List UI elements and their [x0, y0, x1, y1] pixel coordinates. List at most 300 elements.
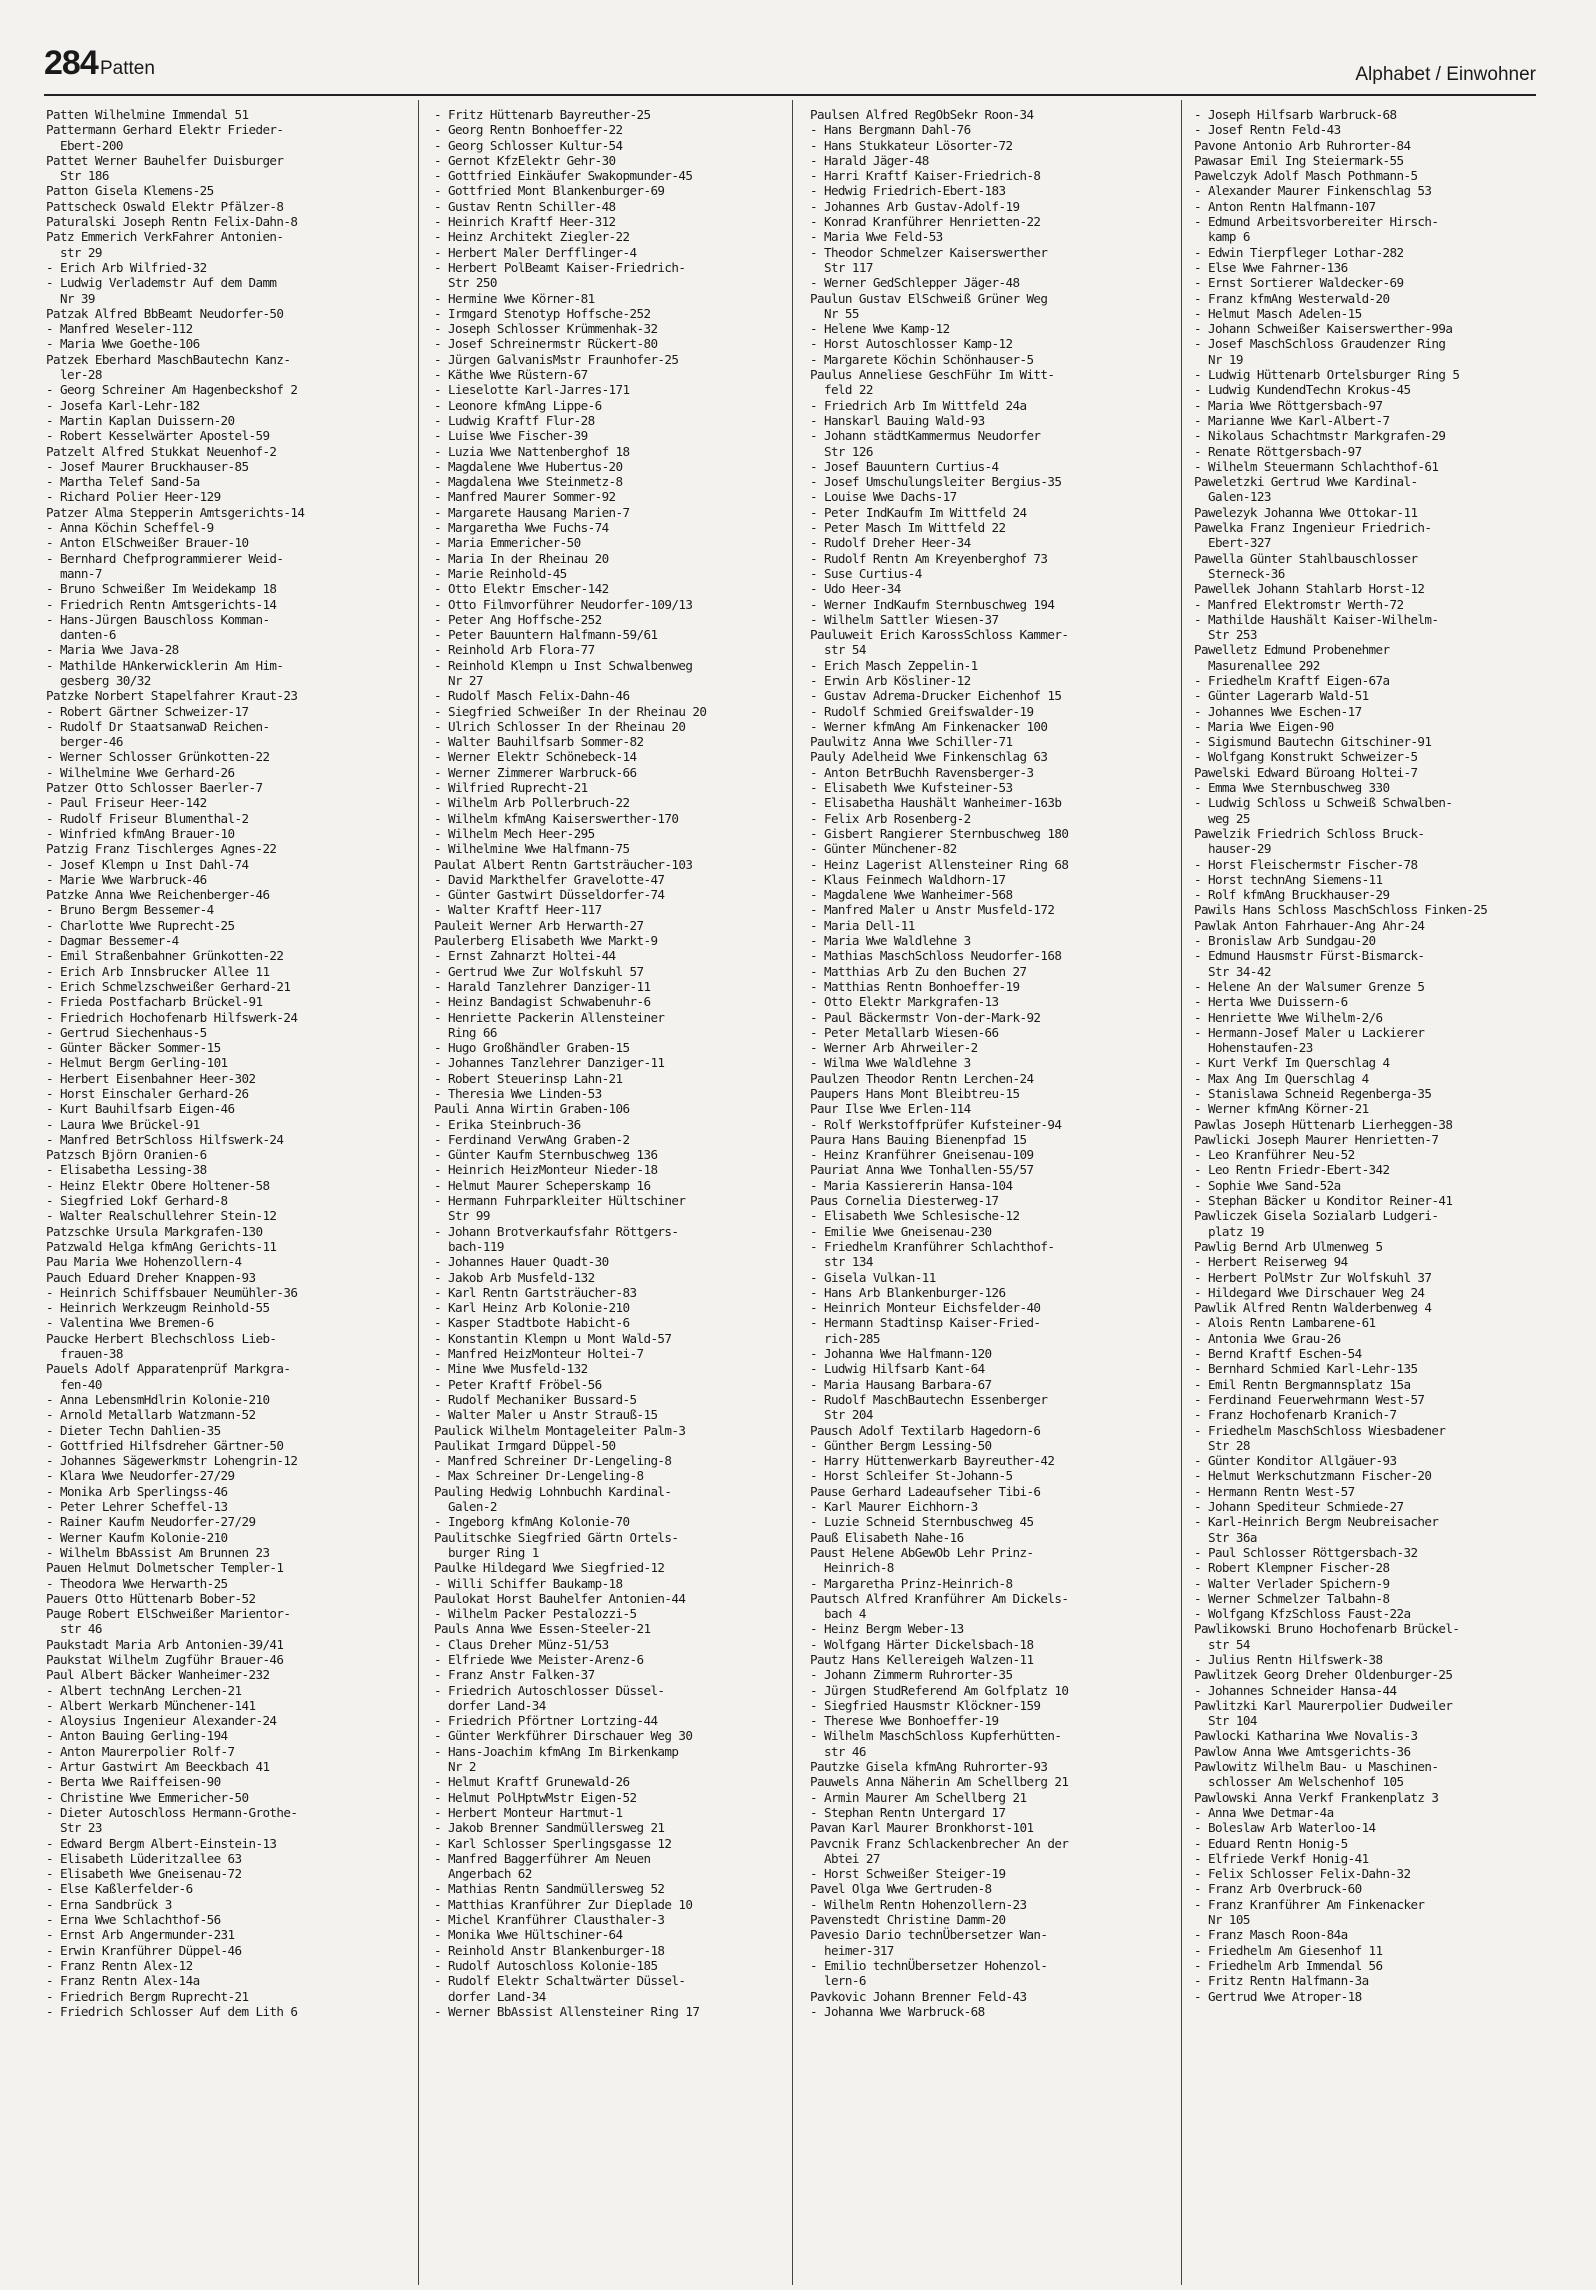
directory-entry-line: Paura Hans Bauing Bienenpfad 15 — [810, 1131, 1027, 1147]
directory-entry-line: dorfer Land-34 — [434, 1988, 546, 2004]
directory-entry-line: - Peter Masch Im Wittfeld 22 — [810, 520, 1006, 536]
directory-entry-line: - Werner kfmAng Am Finkenacker 100 — [810, 718, 1048, 734]
directory-entry-line: - Albert technAng Lerchen-21 — [46, 1682, 242, 1698]
directory-entry-line: - Wilhelm Mech Heer-295 — [434, 825, 595, 841]
directory-entry-line: Paulun Gustav ElSchweiß Grüner Weg — [810, 290, 1048, 306]
directory-entry-line: Nr 105 — [1194, 1912, 1250, 1928]
directory-entry-line: Paulat Albert Rentn Gartsträucher-103 — [434, 856, 693, 872]
directory-entry-line: - Jakob Arb Musfeld-132 — [434, 1269, 595, 1285]
directory-entry-line: - Erwin Kranführer Düppel-46 — [46, 1942, 242, 1958]
directory-entry-line: Pawliczek Gisela Sozialarb Ludgeri- — [1194, 1208, 1439, 1224]
directory-entry-line: - Manfred Schreiner Dr-Lengeling-8 — [434, 1453, 672, 1469]
directory-entry-line: - Emil Rentn Bergmannsplatz 15a — [1194, 1376, 1411, 1392]
directory-entry-line: Pautsch Alfred Kranführer Am Dickels- — [810, 1590, 1069, 1606]
surname-range-label: Patten — [100, 58, 155, 79]
directory-entry-line: - Dieter Techn Dahlien-35 — [46, 1422, 221, 1438]
directory-entry-line: - Gustav Rentn Schiller-48 — [434, 198, 616, 214]
directory-entry-line: - Mathilde Haushält Kaiser-Wilhelm- — [1194, 611, 1439, 627]
directory-entry-line: Paust Helene AbGewOb Lehr Prinz- — [810, 1544, 1034, 1560]
directory-entry-line: Pawlocki Katharina Wwe Novalis-3 — [1194, 1728, 1418, 1744]
column-1 — [46, 107, 396, 2277]
directory-entry-line: - Siegfried Hausmstr Klöckner-159 — [810, 1697, 1041, 1713]
directory-entry-line: - Maria Hausang Barbara-67 — [810, 1376, 992, 1392]
directory-entry-line: - Günter Kaufm Sternbuschweg 136 — [434, 1147, 658, 1163]
directory-entry-line: Pauls Anna Wwe Essen-Steeler-21 — [434, 1621, 651, 1637]
directory-entry-line: - Matthias Arb Zu den Buchen 27 — [810, 963, 1027, 979]
directory-entry-line: - Renate Röttgersbach-97 — [1194, 443, 1362, 459]
directory-entry-line: berger-46 — [46, 734, 123, 750]
directory-entry-line: Pavan Karl Maurer Bronkhorst-101 — [810, 1820, 1034, 1836]
directory-entry-line: Pawlicki Joseph Maurer Henrietten-7 — [1194, 1131, 1439, 1147]
directory-entry-line: - Karl Maurer Eichhorn-3 — [810, 1499, 978, 1515]
directory-entry-line: - Friedrich Bergm Ruprecht-21 — [46, 1988, 249, 2004]
directory-entry-line: Patzwald Helga kfmAng Gerichts-11 — [46, 1238, 277, 1254]
directory-entry-line: - Reinhold Anstr Blankenburger-18 — [434, 1942, 665, 1958]
directory-entry-line: Pawlowski Anna Verkf Frankenplatz 3 — [1194, 1789, 1439, 1805]
directory-entry-line: - Bernd Kraftf Eschen-54 — [1194, 1346, 1362, 1362]
directory-entry-line: - Irmgard Stenotyp Hoffsche-252 — [434, 305, 651, 321]
directory-entry-line: - Gisbert Rangierer Sternbuschweg 180 — [810, 825, 1069, 841]
directory-entry-line: - Wilhelm Rentn Hohenzollern-23 — [810, 1896, 1027, 1912]
directory-entry-line: - Heinz Lagerist Allensteiner Ring 68 — [810, 856, 1069, 872]
directory-entry-line: Nr 27 — [434, 672, 483, 688]
directory-entry-line: - Fritz Rentn Halfmann-3a — [1194, 1973, 1369, 1989]
directory-entry-line: - Karl Heinz Arb Kolonie-210 — [434, 1300, 630, 1316]
directory-entry-line: - Rudolf Mechaniker Bussard-5 — [434, 1391, 637, 1407]
directory-entry-line: - Margarete Köchin Schönhauser-5 — [810, 351, 1034, 367]
directory-entry-line: Paus Cornelia Diesterweg-17 — [810, 1193, 999, 1209]
directory-entry-line: - Mathias Rentn Sandmüllersweg 52 — [434, 1881, 665, 1897]
directory-entry-line: Pawlik Alfred Rentn Walderbenweg 4 — [1194, 1300, 1432, 1316]
directory-entry-line: - Heinz Architekt Ziegler-22 — [434, 229, 630, 245]
directory-entry-line: - Rudolf Dreher Heer-34 — [810, 535, 971, 551]
directory-entry-line: - Theodor Schmelzer Kaiserswerther — [810, 244, 1048, 260]
directory-entry-line: Pautz Hans Kellereigeh Walzen-11 — [810, 1651, 1034, 1667]
directory-entry-line: - Erich Schmelzschweißer Gerhard-21 — [46, 978, 291, 994]
directory-entry-line: - Peter Ang Hoffsche-252 — [434, 611, 602, 627]
directory-entry-line: - Gertrud Wwe Atroper-18 — [1194, 1988, 1362, 2004]
directory-entry-line: - Maria Dell-11 — [810, 917, 915, 933]
directory-entry-line: - Klaus Feinmech Waldhorn-17 — [810, 871, 1006, 887]
directory-entry-line: - Helmut Masch Adelen-15 — [1194, 305, 1362, 321]
directory-entry-line: - Gustav Adrema-Drucker Eichenhof 15 — [810, 688, 1062, 704]
directory-entry-line: - Robert Kesselwärter Apostel-59 — [46, 428, 270, 444]
directory-entry-line: - Helene An der Walsumer Grenze 5 — [1194, 978, 1425, 994]
directory-entry-line: - Erna Wwe Schlachthof-56 — [46, 1912, 221, 1928]
directory-entry-line: Pavkovic Johann Brenner Feld-43 — [810, 1988, 1027, 2004]
directory-entry-line: ler-28 — [46, 367, 102, 383]
directory-entry-line: - Eduard Rentn Honig-5 — [1194, 1835, 1348, 1851]
directory-entry-line: Paulikat Irmgard Düppel-50 — [434, 1437, 616, 1453]
directory-entry-line: - Reinhold Arb Flora-77 — [434, 642, 595, 658]
directory-entry-line: - Johannes Hauer Quadt-30 — [434, 1254, 609, 1270]
directory-entry-line: - Friedrich Autoschlosser Düssel- — [434, 1682, 665, 1698]
directory-entry-line: - Johann Zimmerm Ruhrorter-35 — [810, 1667, 1013, 1683]
directory-entry-line: - Walter Maler u Anstr Strauß-15 — [434, 1407, 658, 1423]
directory-entry-line: - Ludwig Kraftf Flur-28 — [434, 412, 595, 428]
directory-entry-line: Pawellek Johann Stahlarb Horst-12 — [1194, 581, 1425, 597]
directory-entry-line: - Edwin Tierpfleger Lothar-282 — [1194, 244, 1404, 260]
directory-entry-line: Paupers Hans Mont Bleibtreu-15 — [810, 1086, 1020, 1101]
directory-entry-line: Pattscheck Oswald Elektr Pfälzer-8 — [46, 198, 284, 214]
directory-entry-line: - Ludwig Hilfsarb Kant-64 — [810, 1361, 985, 1377]
directory-entry-line: Paulke Hildegard Wwe Siegfried-12 — [434, 1560, 665, 1576]
directory-entry-line: - Werner Zimmerer Warbruck-66 — [434, 764, 637, 780]
directory-entry-line: Pause Gerhard Ladeaufseher Tibi-6 — [810, 1483, 1041, 1499]
directory-entry-line: - Ingeborg kfmAng Kolonie-70 — [434, 1514, 630, 1530]
directory-entry-line: - Otto Filmvorführer Neudorfer-109/13 — [434, 596, 693, 612]
directory-entry-line: - Maria Kassiererin Hansa-104 — [810, 1177, 1013, 1193]
directory-entry-line: - Wilma Wwe Waldlehne 3 — [810, 1055, 971, 1071]
directory-entry-line: - Helmut Kraftf Grunewald-26 — [434, 1774, 630, 1790]
directory-entry-line: - Joseph Schlosser Krümmenhak-32 — [434, 321, 658, 337]
directory-entry-line: - Johanna Wwe Warbruck-68 — [810, 2003, 985, 2019]
directory-entry-line: - Siegfried Schweißer In der Rheinau 20 — [434, 703, 707, 719]
directory-entry-line: Paulus Anneliese GeschFühr Im Witt- — [810, 367, 1055, 383]
directory-entry-line: Pawlitzki Karl Maurerpolier Dudweiler — [1194, 1697, 1453, 1713]
directory-entry-line: - Harry Hüttenwerkarb Bayreuther-42 — [810, 1453, 1055, 1469]
directory-entry-line: Pattet Werner Bauhelfer Duisburger — [46, 152, 284, 168]
column-4 — [1194, 107, 1544, 2277]
directory-entry-line: Pawelka Franz Ingenieur Friedrich- — [1194, 520, 1432, 536]
directory-entry-line: - Werner Elektr Schönebeck-14 — [434, 749, 637, 765]
directory-entry-line: - Wilhelm MaschSchloss Kupferhütten- — [810, 1728, 1062, 1744]
directory-entry-line: - Friedrich Hochofenarb Hilfswerk-24 — [46, 1009, 298, 1025]
directory-entry-line: - Wilhelmine Wwe Gerhard-26 — [46, 764, 235, 780]
directory-entry-line: Paul Albert Bäcker Wanheimer-232 — [46, 1667, 270, 1683]
directory-entry-line: - Hermann-Josef Maler u Lackierer — [1194, 1024, 1425, 1040]
directory-entry-line: - Manfred Baggerführer Am Neuen — [434, 1850, 651, 1866]
directory-entry-line: - Johannes Arb Gustav-Adolf-19 — [810, 198, 1020, 214]
section-title: Alphabet / Einwohner — [1355, 64, 1536, 85]
directory-entry-line: - Manfred Maurer Sommer-92 — [434, 489, 616, 505]
directory-entry-line: - Franz Kranführer Am Finkenacker — [1194, 1896, 1425, 1912]
directory-entry-line: - Heinz Elektr Obere Holtener-58 — [46, 1177, 270, 1193]
directory-entry-line: - Rudolf Dr StaatsanwaD Reichen- — [46, 718, 270, 734]
directory-entry-line: - Walter Kraftf Heer-117 — [434, 902, 602, 918]
directory-entry-line: - Bernhard Schmied Karl-Lehr-135 — [1194, 1361, 1418, 1377]
directory-entry-line: - Leo Rentn Friedr-Ebert-342 — [1194, 1162, 1390, 1178]
directory-entry-line: - Rudolf MaschBautechn Essenberger — [810, 1391, 1048, 1407]
directory-entry-line: - Max Schreiner Dr-Lengeling-8 — [434, 1468, 644, 1484]
directory-entry-line: Paulerberg Elisabeth Wwe Markt-9 — [434, 933, 658, 949]
directory-entry-line: - Heinz Kranführer Gneisenau-109 — [810, 1147, 1034, 1163]
directory-entry-line: - Monika Wwe Hültschiner-64 — [434, 1927, 623, 1943]
directory-entry-line: Paulitschke Siegfried Gärtn Ortels- — [434, 1529, 679, 1545]
directory-entry-line: Pauli Anna Wirtin Graben-106 — [434, 1101, 630, 1117]
directory-entry-line: lern-6 — [810, 1973, 866, 1989]
directory-entry-line: Pawlow Anna Wwe Amtsgerichts-36 — [1194, 1743, 1411, 1759]
directory-entry-line: - Edmund Arbeitsvorbereiter Hirsch- — [1194, 214, 1439, 230]
directory-entry-line: - Hans Arb Blankenburger-126 — [810, 1284, 1006, 1300]
directory-entry-line: Pawlowitz Wilhelm Bau- u Maschinen- — [1194, 1759, 1439, 1775]
directory-entry-line: str 54 — [1194, 1636, 1250, 1652]
directory-entry-line: - Henriette Packerin Allensteiner — [434, 1009, 665, 1025]
directory-entry-line: - Maria Wwe Java-28 — [46, 642, 179, 658]
directory-entry-line: - Richard Polier Heer-129 — [46, 489, 221, 505]
directory-entry-line: - Josef Bauuntern Curtius-4 — [810, 458, 999, 474]
directory-entry-line: - Horst Schweißer Steiger-19 — [810, 1866, 1006, 1882]
directory-entry-line: - Hans Bergmann Dahl-76 — [810, 122, 971, 138]
directory-entry-line: - Wilhelm Sattler Wiesen-37 — [810, 611, 999, 627]
directory-entry-line: Pauers Otto Hüttenarb Bober-52 — [46, 1590, 256, 1606]
directory-entry-line: - Herbert Maler Derfflinger-4 — [434, 244, 637, 260]
directory-entry-line: - Friedrich Arb Im Wittfeld 24a — [810, 397, 1027, 413]
directory-entry-line: - Jakob Brenner Sandmüllersweg 21 — [434, 1820, 665, 1836]
directory-entry-line: - Anton Rentn Halfmann-107 — [1194, 198, 1376, 214]
directory-entry-line: - Rudolf Friseur Blumenthal-2 — [46, 810, 249, 826]
directory-entry-line: - Bruno Schweißer Im Weidekamp 18 — [46, 581, 277, 597]
directory-entry-line: - Harald Jäger-48 — [810, 152, 929, 168]
directory-entry-line: Pawlitzek Georg Dreher Oldenburger-25 — [1194, 1667, 1453, 1683]
directory-entry-line: Patten Wilhelmine Immendal 51 — [46, 107, 249, 122]
directory-entry-line: - Georg Schreiner Am Hagenbeckshof 2 — [46, 382, 298, 398]
directory-entry-line: Str 99 — [434, 1208, 490, 1224]
directory-entry-line: - Maria Emmericher-50 — [434, 535, 581, 551]
directory-entry-line: Ebert-200 — [46, 137, 123, 153]
directory-entry-line: - Helmut PolHptwMstr Eigen-52 — [434, 1789, 637, 1805]
directory-entry-line: - Margaretha Wwe Fuchs-74 — [434, 520, 609, 536]
directory-entry-line: - Günter Konditor Allgäuer-93 — [1194, 1453, 1397, 1469]
directory-entry-line: - Wilhelm Steuermann Schlachthof-61 — [1194, 458, 1439, 474]
directory-entry-line: - Johannes Schneider Hansa-44 — [1194, 1682, 1397, 1698]
directory-entry-line: - Gottfried Mont Blankenburger-69 — [434, 183, 665, 199]
directory-entry-line: - Reinhold Klempn u Inst Schwalbenweg — [434, 657, 693, 673]
directory-entry-line: - Heinrich Werkzeugm Reinhold-55 — [46, 1300, 270, 1316]
directory-entry-line: Patzer Otto Schlosser Baerler-7 — [46, 780, 263, 796]
directory-entry-line: Pawils Hans Schloss MaschSchloss Finken-25 — [1194, 902, 1488, 918]
directory-entry-line: - Josef MaschSchloss Graudenzer Ring — [1194, 336, 1446, 352]
directory-entry-line: Pauwels Anna Näherin Am Schellberg 21 — [810, 1774, 1069, 1790]
directory-entry-line: - Rolf Werkstoffprüfer Kufsteiner-94 — [810, 1116, 1062, 1132]
directory-entry-line: - Aloysius Ingenieur Alexander-24 — [46, 1713, 277, 1729]
directory-entry-line: str 134 — [810, 1254, 873, 1270]
directory-entry-line: frauen-38 — [46, 1346, 123, 1362]
directory-entry-line: Str 34-42 — [1194, 963, 1271, 979]
directory-entry-line: - Johann städtKammermus Neudorfer — [810, 428, 1041, 444]
directory-entry-line: - Robert Klempner Fischer-28 — [1194, 1560, 1390, 1576]
directory-entry-line: Pausch Adolf Textilarb Hagedorn-6 — [810, 1422, 1041, 1438]
directory-entry-line: gesberg 30/32 — [46, 672, 151, 688]
column-3 — [810, 107, 1160, 2277]
directory-entry-line: - Georg Schlosser Kultur-54 — [434, 137, 623, 153]
directory-entry-line: - Heinrich Kraftf Heer-312 — [434, 214, 616, 230]
directory-entry-line: - Wilhelm Packer Pestalozzi-5 — [434, 1606, 637, 1622]
directory-entry-line: - Edward Bergm Albert-Einstein-13 — [46, 1835, 277, 1851]
directory-entry-line: fen-40 — [46, 1376, 102, 1392]
directory-entry-line: - Elisabetha Lessing-38 — [46, 1162, 207, 1178]
directory-entry-line: danten-6 — [46, 627, 116, 643]
directory-entry-line: - Johannes Wwe Eschen-17 — [1194, 703, 1362, 719]
directory-entry-line: Pavone Antonio Arb Ruhrorter-84 — [1194, 137, 1411, 153]
directory-entry-line: - Suse Curtius-4 — [810, 565, 922, 581]
directory-entry-line: - Wilhelm kfmAng Kaiserswerther-170 — [434, 810, 679, 826]
directory-entry-line: - Wolfgang Konstrukt Schweizer-5 — [1194, 749, 1418, 765]
directory-entry-line: - Elisabeth Wwe Gneisenau-72 — [46, 1866, 242, 1882]
page-number: 284 — [44, 44, 98, 82]
directory-entry-line: - Josef Schreinermstr Rückert-80 — [434, 336, 658, 352]
directory-entry-line: - Horst Einschaler Gerhard-26 — [46, 1086, 249, 1101]
directory-entry-line: - Max Ang Im Querschlag 4 — [1194, 1070, 1369, 1086]
column-2 — [434, 107, 784, 2277]
directory-entry-line: - Boleslaw Arb Waterloo-14 — [1194, 1820, 1376, 1836]
directory-entry-line: rich-285 — [810, 1330, 880, 1346]
directory-entry-line: - Bernhard Chefprogrammierer Weid- — [46, 550, 284, 566]
directory-entry-line: - Herbert Reiserweg 94 — [1194, 1254, 1348, 1270]
directory-entry-line: - Paul Bäckermstr Von-der-Mark-92 — [810, 1009, 1041, 1025]
directory-entry-line: - Maria In der Rheinau 20 — [434, 550, 609, 566]
directory-entry-line: - Horst Fleischermstr Fischer-78 — [1194, 856, 1418, 872]
directory-entry-line: Str 186 — [46, 168, 109, 184]
directory-entry-line: Nr 55 — [810, 305, 859, 321]
directory-entry-line: Patton Gisela Klemens-25 — [46, 183, 214, 199]
directory-entry-line: Paucke Herbert Blechschloss Lieb- — [46, 1330, 277, 1346]
directory-entry-line: - Hans-Jürgen Bauschloss Komman- — [46, 611, 270, 627]
directory-entry-line: - Wolfgang KfzSchloss Faust-22a — [1194, 1606, 1411, 1622]
directory-entry-line: - Jürgen StudReferend Am Golfplatz 10 — [810, 1682, 1069, 1698]
directory-entry-line: - Peter Metallarb Wiesen-66 — [810, 1024, 999, 1040]
directory-entry-line: - Artur Gastwirt Am Beeckbach 41 — [46, 1759, 270, 1775]
directory-entry-line: - Heinrich Schiffsbauer Neumühler-36 — [46, 1284, 298, 1300]
directory-entry-line: Pauly Adelheid Wwe Finkenschlag 63 — [810, 749, 1048, 765]
directory-entry-line: - Hermann Fuhrparkleiter Hültschiner — [434, 1193, 686, 1209]
directory-entry-line: - Joseph Hilfsarb Warbruck-68 — [1194, 107, 1397, 122]
directory-entry-line: - Gottfried Hilfsdreher Gärtner-50 — [46, 1437, 284, 1453]
directory-entry-line: - Werner Schmelzer Talbahn-8 — [1194, 1590, 1390, 1606]
directory-entry-line: - Ulrich Schlosser In der Rheinau 20 — [434, 718, 686, 734]
directory-entry-line: - Willi Schiffer Baukamp-18 — [434, 1575, 623, 1591]
directory-entry-line: - Armin Maurer Am Schellberg 21 — [810, 1789, 1027, 1805]
directory-entry-line: - Maria Wwe Röttgersbach-97 — [1194, 397, 1383, 413]
directory-entry-line: - Emilie Wwe Gneisenau-230 — [810, 1223, 992, 1239]
directory-entry-line: - Ludwig KundendTechn Krokus-45 — [1194, 382, 1411, 398]
directory-entry-line: - Peter Lehrer Scheffel-13 — [46, 1499, 228, 1515]
directory-entry-line: - Hedwig Friedrich-Ebert-183 — [810, 183, 1006, 199]
directory-entry-line: - Franz Masch Roon-84a — [1194, 1927, 1348, 1943]
directory-entry-line: - Anna LebensmHdlrin Kolonie-210 — [46, 1391, 270, 1407]
directory-entry-line: - Sophie Wwe Sand-52a — [1194, 1177, 1341, 1193]
directory-entry-line: - Elisabeth Wwe Kufsteiner-53 — [810, 780, 1013, 796]
directory-entry-line: - Margarete Hausang Marien-7 — [434, 504, 630, 520]
directory-entry-line: - Dagmar Bessemer-4 — [46, 933, 179, 949]
directory-entry-line: - Horst technAng Siemens-11 — [1194, 871, 1383, 887]
directory-entry-line: mann-7 — [46, 565, 102, 581]
directory-entry-line: - Peter IndKaufm Im Wittfeld 24 — [810, 504, 1027, 520]
directory-entry-line: - Otto Elektr Emscher-142 — [434, 581, 609, 597]
directory-entry-line: - Charlotte Wwe Ruprecht-25 — [46, 917, 235, 933]
directory-entry-line: - Elisabeth Wwe Schlesische-12 — [810, 1208, 1020, 1224]
directory-entry-line: - Werner Arb Ahrweiler-2 — [810, 1040, 978, 1056]
directory-entry-line: Hohenstaufen-23 — [1194, 1040, 1313, 1056]
directory-entry-line: Pavcnik Franz Schlackenbrecher An der — [810, 1835, 1069, 1851]
directory-entry-line: - Gertrud Wwe Zur Wolfskuhl 57 — [434, 963, 644, 979]
directory-entry-line: Paulick Wilhelm Montageleiter Palm-3 — [434, 1422, 686, 1438]
directory-entry-line: - Marianne Wwe Karl-Albert-7 — [1194, 412, 1390, 428]
directory-entry-line: - Erika Steinbruch-36 — [434, 1116, 581, 1132]
directory-entry-line: Str 250 — [434, 275, 497, 291]
directory-entry-line: Pawlas Joseph Hüttenarb Lierheggen-38 — [1194, 1116, 1453, 1132]
directory-entry-line: weg 25 — [1194, 810, 1250, 826]
directory-entry-line: - Johannes Tanzlehrer Danziger-11 — [434, 1055, 665, 1071]
directory-entry-line: - Ferdinand VerwAng Graben-2 — [434, 1131, 630, 1147]
directory-entry-line: Pauluweit Erich KarossSchloss Kammer- — [810, 627, 1069, 643]
directory-entry-line: - Anna Köchin Scheffel-9 — [46, 520, 214, 536]
directory-entry-line: Patzek Eberhard MaschBautechn Kanz- — [46, 351, 291, 367]
directory-entry-line: Str 117 — [810, 259, 873, 275]
directory-entry-line: - Marie Reinhold-45 — [434, 565, 567, 581]
directory-entry-line: Patzelt Alfred Stukkat Neuenhof-2 — [46, 443, 277, 459]
directory-entry-line: - Antonia Wwe Grau-26 — [1194, 1330, 1341, 1346]
directory-entry-line: - Johann Spediteur Schmiede-27 — [1194, 1499, 1404, 1515]
directory-entry-line: Pawelletz Edmund Probenehmer — [1194, 642, 1390, 658]
directory-entry-line: - Rudolf Elektr Schaltwärter Düssel- — [434, 1973, 686, 1989]
directory-entry-line: - Felix Arb Rosenberg-2 — [810, 810, 971, 826]
directory-entry-line: - Franz kfmAng Westerwald-20 — [1194, 290, 1390, 306]
directory-entry-line: - Anton Maurerpolier Rolf-7 — [46, 1743, 235, 1759]
directory-entry-line: - Josef Maurer Bruckhauser-85 — [46, 458, 249, 474]
directory-entry-line: Str 28 — [1194, 1437, 1250, 1453]
directory-entry-line: - Magdalene Wwe Wanheimer-568 — [810, 887, 1013, 903]
directory-entry-line: - Helmut Werkschutzmann Fischer-20 — [1194, 1468, 1432, 1484]
directory-entry-line: Patzschke Ursula Markgrafen-130 — [46, 1223, 263, 1239]
directory-entry-line: - Walter Realschullehrer Stein-12 — [46, 1208, 277, 1224]
directory-entry-line: - Rudolf Autoschloss Kolonie-185 — [434, 1957, 658, 1973]
directory-entry-line: - Hugo Großhändler Graben-15 — [434, 1040, 630, 1056]
directory-entry-line: - Berta Wwe Raiffeisen-90 — [46, 1774, 221, 1790]
directory-entry-line: - Friedhelm Kranführer Schlachthof- — [810, 1238, 1055, 1254]
directory-entry-line: Pavesio Dario technÜbersetzer Wan- — [810, 1927, 1048, 1943]
directory-entry-line: - Rudolf Schmied Greifswalder-19 — [810, 703, 1034, 719]
directory-entry-line: - Matthias Rentn Bonhoeffer-19 — [810, 978, 1020, 994]
directory-entry-line: - Rudolf Rentn Am Kreyenberghof 73 — [810, 550, 1048, 566]
directory-entry-line: - Robert Steuerinsp Lahn-21 — [434, 1070, 623, 1086]
directory-entry-line: - Johannes Sägewerkmstr Lohengrin-12 — [46, 1453, 298, 1469]
directory-entry-line: - Josef Rentn Feld-43 — [1194, 122, 1341, 138]
directory-entry-line: - Walter Bauhilfsarb Sommer-82 — [434, 734, 644, 750]
directory-entry-line: - Johann Schweißer Kaiserswerther-99a — [1194, 321, 1453, 337]
directory-entry-line: - Horst Schleifer St-Johann-5 — [810, 1468, 1013, 1484]
directory-entry-line: - Marie Wwe Warbruck-46 — [46, 871, 207, 887]
directory-entry-line: - Ernst Sortierer Waldecker-69 — [1194, 275, 1404, 291]
directory-entry-line: - Ludwig Verlademstr Auf dem Damm — [46, 275, 277, 291]
directory-entry-line: - Anna Wwe Detmar-4a — [1194, 1804, 1334, 1820]
directory-entry-line: - Werner IndKaufm Sternbuschweg 194 — [810, 596, 1055, 612]
directory-entry-line: Patzak Alfred BbBeamt Neudorfer-50 — [46, 305, 284, 321]
column-divider — [418, 100, 419, 2285]
directory-entry-line: bach-119 — [434, 1238, 504, 1254]
directory-entry-line: - Heinz Bandagist Schwabenuhr-6 — [434, 994, 651, 1010]
directory-entry-line: Paur Ilse Wwe Erlen-114 — [810, 1101, 971, 1117]
directory-entry-line: - Wolfgang Härter Dickelsbach-18 — [810, 1636, 1034, 1652]
directory-entry-line: - Manfred Elektromstr Werth-72 — [1194, 596, 1404, 612]
directory-entry-line: - Werner kfmAng Körner-21 — [1194, 1101, 1369, 1117]
directory-entry-line: - Konstantin Klempn u Mont Wald-57 — [434, 1330, 672, 1346]
directory-entry-line: - Heinrich Monteur Eichsfelder-40 — [810, 1300, 1041, 1316]
directory-entry-line: - Peter Bauuntern Halfmann-59/61 — [434, 627, 658, 643]
directory-entry-line: Galen-2 — [434, 1499, 497, 1515]
directory-entry-line: - Ferdinand Feuerwehrmann West-57 — [1194, 1391, 1425, 1407]
directory-entry-line: Patzsch Björn Oranien-6 — [46, 1147, 207, 1163]
directory-entry-line: Pawlikowski Bruno Hochofenarb Brückel- — [1194, 1621, 1460, 1637]
directory-entry-line: - Anton Bauing Gerling-194 — [46, 1728, 228, 1744]
column-divider — [1181, 100, 1182, 2285]
directory-entry-line: Patzke Anna Wwe Reichenberger-46 — [46, 887, 270, 903]
directory-entry-line: - Paul Schlosser Röttgersbach-32 — [1194, 1544, 1418, 1560]
directory-entry-line: Pauleit Werner Arb Herwarth-27 — [434, 917, 644, 933]
directory-entry-line: - Stephan Bäcker u Konditor Reiner-41 — [1194, 1193, 1453, 1209]
directory-entry-line: Paweletzki Gertrud Wwe Kardinal- — [1194, 474, 1418, 490]
directory-entry-line: - Lieselotte Karl-Jarres-171 — [434, 382, 630, 398]
